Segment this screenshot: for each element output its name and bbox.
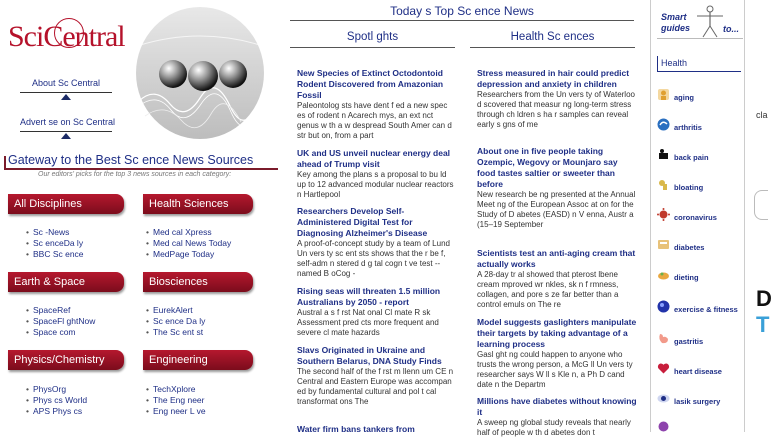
story-headline-link[interactable]: Slavs Originated in Ukraine and Southern Belarus, DNA Study Finds xyxy=(297,345,442,366)
story-item xyxy=(297,148,457,200)
up-arrow-icon xyxy=(61,133,71,139)
source-link[interactable]: • Phys cs World xyxy=(26,395,87,406)
story-blurb: Austral a s f rst Nat onal Cl mate R sk Assessment pred cts more frequent and severe cl mate hazards xyxy=(297,308,439,337)
ad-image[interactable] xyxy=(754,190,768,220)
category-physics-chemistry[interactable]: Physics/Chemistry xyxy=(8,350,124,370)
advertise-link[interactable]: Advert se on Sc Central xyxy=(20,117,116,127)
smart-guides-title-line2: guides xyxy=(661,23,691,33)
story-blurb: Researchers from the Un vers ty of Waterloo d scovered that measur ng long-term stress through ch ldren s ha r samples can reveal early s gns of me xyxy=(477,90,635,129)
gateway-title: Gateway to the Best Sc ence News Sources xyxy=(8,153,254,167)
story-headline-link[interactable]: Scientists test an anti-aging cream that actually works xyxy=(477,248,636,269)
about-link[interactable]: About Sc Central xyxy=(31,78,101,88)
logo-text: SciCentral xyxy=(8,20,125,53)
guide-label: diabetes xyxy=(674,243,705,252)
story-blurb: New research be ng presented at the Annual Meet ng of the European Assoc at on for the Study of D abetes (EASD) n V enna, Austr a (15–19 September xyxy=(477,190,636,229)
story-item xyxy=(297,286,457,338)
guide-back-pain[interactable] xyxy=(657,148,745,164)
story-blurb: Paleontolog sts have dent f ed a new spec es of rodent n Acarech mys, an ext nct genus w th a w despread South Amer can d str but on, from a part xyxy=(297,101,452,140)
guide-bloating[interactable] xyxy=(657,178,745,194)
story-item xyxy=(297,206,457,278)
guide-partial xyxy=(657,420,745,436)
source-link[interactable]: • The Sc ent st xyxy=(146,327,205,338)
source-link[interactable]: • BBC Sc ence xyxy=(26,249,84,260)
up-arrow-icon xyxy=(61,94,71,100)
story-item xyxy=(297,345,457,417)
story-blurb: The second half of the f rst m llenn um CE n Central and Eastern Europe was accompan ed by fundamental cultural and pol t cal transformat ons The xyxy=(297,367,454,406)
source-link[interactable]: • Med cal News Today xyxy=(146,238,231,249)
category-engineering[interactable]: Engineering xyxy=(143,350,253,370)
story-headline-link[interactable]: Researchers Develop Self-Administered Digital Test for Diagnosing Alzheimer's Disease xyxy=(297,206,428,238)
smart-guides-title-line1: Smart xyxy=(661,12,687,22)
back-pain-icon xyxy=(657,148,670,161)
guide-label: aging xyxy=(674,93,694,102)
source-link[interactable]: • Sc ence Da ly xyxy=(146,316,205,327)
category-earth-space[interactable]: Earth & Space xyxy=(8,272,124,292)
left-column xyxy=(0,0,282,432)
story-item xyxy=(477,146,637,240)
guide-diabetes[interactable] xyxy=(657,238,745,254)
arthritis-icon xyxy=(657,118,670,131)
category-list-biosciences xyxy=(146,305,205,338)
guide-heart-disease[interactable] xyxy=(657,362,745,378)
source-link[interactable]: • SpaceRef xyxy=(26,305,95,316)
guide-label: coronavirus xyxy=(674,213,717,222)
guide-label: exercise & fitness xyxy=(674,305,738,314)
partial-guide-icon xyxy=(657,420,670,433)
spotlights-heading: Spotl ghts xyxy=(346,31,399,43)
hero-spheres-image xyxy=(135,6,265,140)
lasik-icon xyxy=(657,392,670,405)
source-link[interactable]: • Eng neer L ve xyxy=(146,406,206,417)
story-headline-link[interactable]: Water firm bans tankers from xyxy=(297,424,415,434)
guide-aging[interactable] xyxy=(657,88,745,104)
story-blurb: Gasl ght ng could happen to anyone who trusts the wrong person, a McG ll Un vers ty researcher says W ll s Kle n, a Ph D cand date n the Departm xyxy=(477,350,633,389)
category-list-earth-space xyxy=(26,305,95,338)
guide-label: back pain xyxy=(674,153,709,162)
diabetes-icon xyxy=(657,238,670,251)
story-item xyxy=(477,248,637,310)
title-divider xyxy=(290,20,634,21)
story-blurb: A 28-day tr al showed that pterost lbene cream mproved wr nkles, sk n f rmness, collagen, and pore s ze far better than a control emuls on The re xyxy=(477,270,619,309)
story-headline-link[interactable]: UK and US unveil nuclear energy deal ahead of Trump visit xyxy=(297,148,451,169)
guide-label: gastritis xyxy=(674,337,704,346)
source-link[interactable]: • EurekAlert xyxy=(146,305,205,316)
source-link[interactable]: • APS Phys cs xyxy=(26,406,87,417)
smart-guides-panel xyxy=(650,0,745,432)
story-headline-link[interactable]: Stress measured in hair could predict depression and anxiety in children xyxy=(477,68,630,89)
source-link[interactable]: • Space com xyxy=(26,327,95,338)
health-heading: Health Sc ences xyxy=(510,31,595,43)
health-divider xyxy=(470,47,635,48)
ad-text: cla xyxy=(756,110,768,120)
story-headline-link[interactable]: New Species of Extinct Octodontoid Rodent Discovered from Amazonian Fossil xyxy=(297,68,444,100)
category-biosciences[interactable]: Biosciences xyxy=(143,272,253,292)
category-all-disciplines[interactable]: All Disciplines xyxy=(8,194,124,214)
gateway-tagline: Our editors' picks for the top 3 news sources in each category: xyxy=(38,171,232,178)
story-item xyxy=(297,424,457,432)
heart-icon xyxy=(657,362,670,375)
story-headline-link[interactable]: About one in five people taking Ozempic, Wegovy or Mounjaro say food tastes saltier or sweeter than before xyxy=(477,146,618,189)
vitruvian-man-icon xyxy=(695,4,725,38)
smart-guides-to: to... xyxy=(723,24,739,34)
guide-label: lasik surgery xyxy=(674,397,721,406)
source-link[interactable]: • The Eng neer xyxy=(146,395,206,406)
gastritis-icon xyxy=(657,332,670,345)
story-item xyxy=(477,68,637,140)
scicentral-logo[interactable] xyxy=(8,12,128,60)
guide-gastritis[interactable] xyxy=(657,332,745,348)
category-list-physics-chemistry xyxy=(26,384,87,417)
guides-divider xyxy=(657,38,743,39)
story-item xyxy=(477,396,637,437)
story-item xyxy=(297,68,457,140)
story-blurb: A proof-of-concept study by a team of Lund Un vers ty sc ent sts shows that the r be f, self-adm n stered d g tal cogn t ve test -- named B oCog - xyxy=(297,239,450,278)
source-link[interactable]: • Sc -News xyxy=(26,227,84,238)
spotlights-divider xyxy=(290,47,455,48)
guide-arthritis[interactable] xyxy=(657,118,745,134)
page-title: Today s Top Sc ence News xyxy=(390,4,534,18)
guide-label: bloating xyxy=(674,183,704,192)
ad-headline[interactable]: D xyxy=(756,286,772,311)
source-link[interactable]: • SpaceFl ghtNow xyxy=(26,316,95,327)
story-blurb: Key among the plans s a proposal to bu ld up to 12 advanced modular nuclear reactors n Hartlepool xyxy=(297,170,454,199)
story-headline-link[interactable]: Millions have diabetes without knowing it xyxy=(477,396,637,417)
guide-lasik-surgery[interactable] xyxy=(657,392,745,408)
story-blurb: A sweep ng global study reveals that nearly half of people w th d abetes don t xyxy=(477,418,631,437)
coronavirus-icon xyxy=(657,208,670,221)
news-column xyxy=(282,0,640,437)
story-headline-link[interactable]: Model suggests gaslighters manipulate their targets by taking advantage of a learning process xyxy=(477,317,637,349)
guide-exercise-fitness[interactable] xyxy=(657,300,745,316)
ad-column xyxy=(746,0,772,432)
exercise-icon xyxy=(657,300,670,313)
source-link[interactable]: • Med cal Xpress xyxy=(146,227,231,238)
aging-icon xyxy=(657,88,670,101)
story-item xyxy=(477,317,637,389)
tab-health[interactable]: Health xyxy=(657,56,741,72)
guide-dieting[interactable] xyxy=(657,268,745,284)
source-link[interactable]: • TechXplore xyxy=(146,384,206,395)
category-list-health-sciences xyxy=(146,227,231,260)
guide-coronavirus[interactable] xyxy=(657,208,745,224)
story-headline-link[interactable]: Rising seas will threaten 1.5 million Australians by 2050 - report xyxy=(297,286,441,307)
guide-label: heart disease xyxy=(674,367,722,376)
dieting-icon xyxy=(657,268,670,281)
category-health-sciences[interactable]: Health Sciences xyxy=(143,194,253,214)
source-link[interactable]: • Sc enceDa ly xyxy=(26,238,84,249)
source-link[interactable]: • MedPage Today xyxy=(146,249,231,260)
guide-label: arthritis xyxy=(674,123,702,132)
ad-headline[interactable]: T xyxy=(756,312,770,337)
source-link[interactable]: • PhysOrg xyxy=(26,384,87,395)
advertise-divider xyxy=(20,131,112,132)
about-divider xyxy=(20,92,112,93)
category-list-all-disciplines xyxy=(26,227,84,260)
gateway-divider xyxy=(4,168,278,170)
category-list-engineering xyxy=(146,384,206,417)
smart-guides-title xyxy=(661,12,690,34)
guide-label: dieting xyxy=(674,273,699,282)
bloating-icon xyxy=(657,178,670,191)
